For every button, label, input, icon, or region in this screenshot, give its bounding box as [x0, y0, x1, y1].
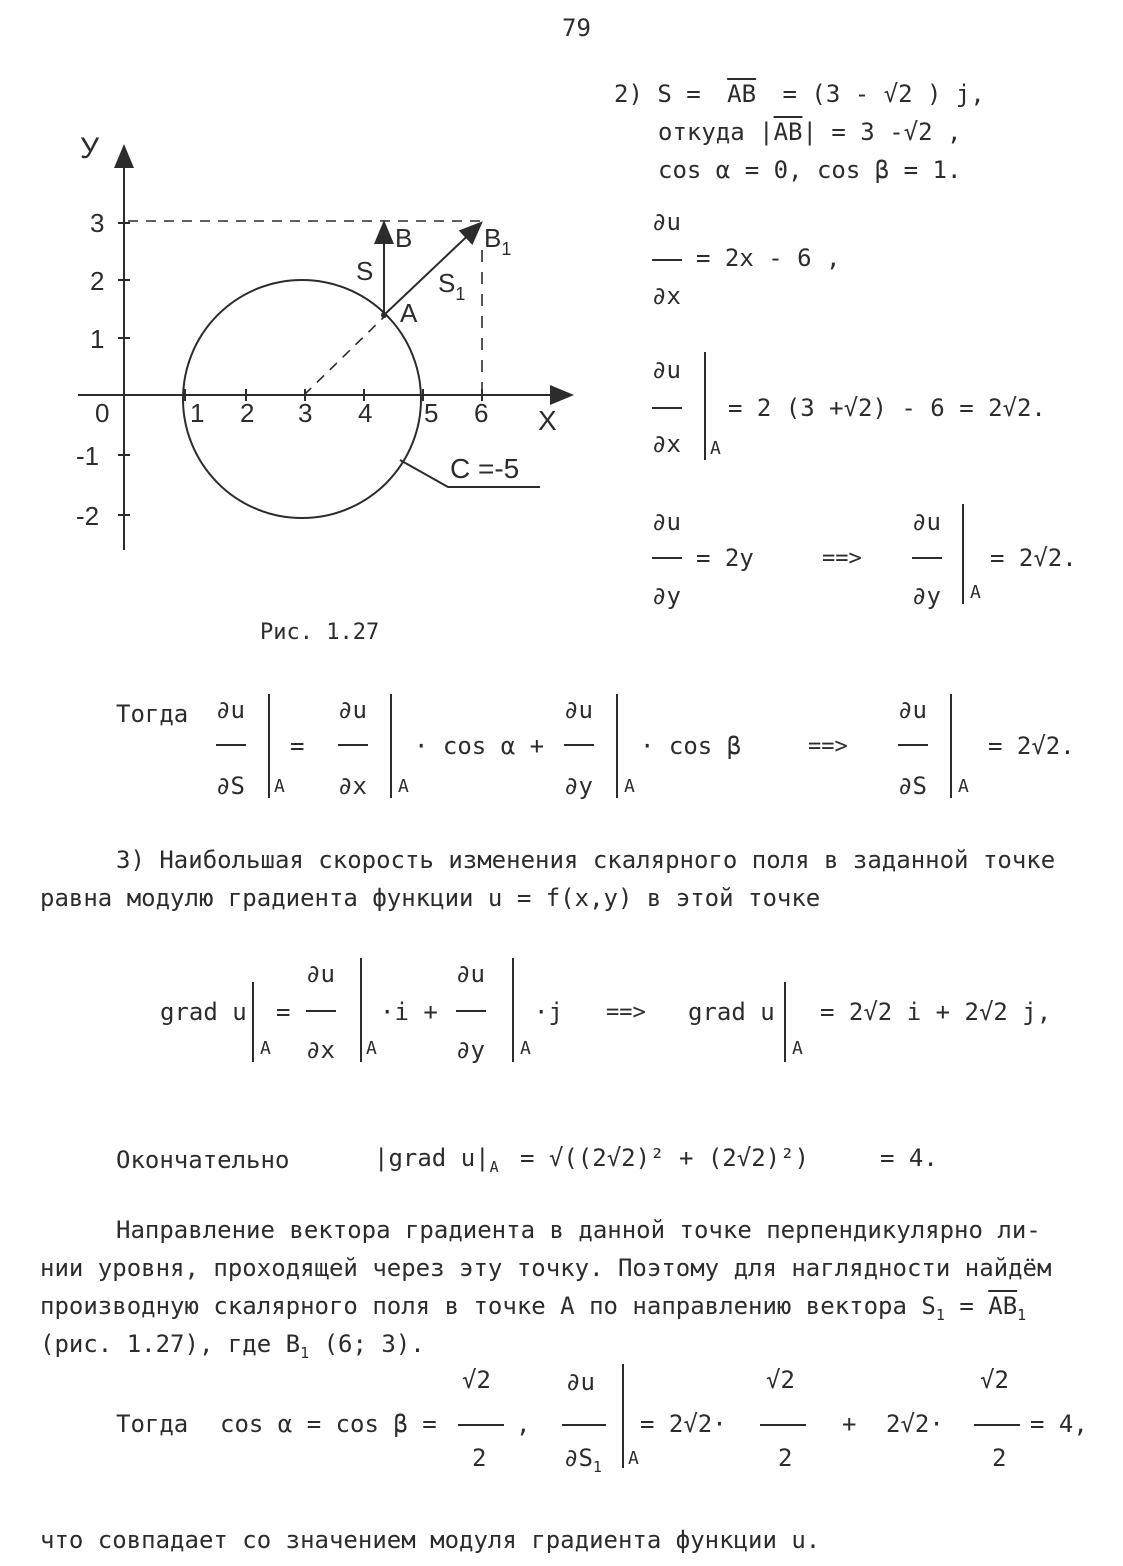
grad-implies: ==>: [606, 1000, 646, 1025]
x-tick-2: 2: [240, 398, 255, 428]
grad-dot-j: ·j: [534, 998, 563, 1026]
paragraph3-line2: равна модулю градиента функции u = f(x,y) в этой точке: [40, 884, 821, 912]
paragraph4-line4: (рис. 1.27), где $B_1$ (6; 3).: [40, 1330, 425, 1362]
closing-line: что совпадает со значением модуля градиента функции u.: [40, 1526, 821, 1554]
togda-cosb: · cos β: [640, 732, 742, 760]
item2-line3: cos α = 0, cos β = 1.: [658, 156, 962, 184]
last-eq-ds1: $\partial S_1$: [564, 1444, 602, 1476]
last-eq-sqrt2-c: √2: [980, 1366, 1009, 1394]
grad-label2: grad u: [688, 998, 775, 1026]
vector-s-label: S: [356, 256, 374, 286]
level-curve-label: C =-5: [450, 453, 520, 484]
page-number: 79: [562, 14, 591, 42]
x-tick-4: 4: [358, 398, 373, 428]
y-tick-neg1: -1: [76, 441, 100, 471]
origin-label: 0: [95, 398, 110, 428]
eq1-num: ∂u: [652, 208, 681, 236]
y-tick-1: 1: [90, 324, 105, 354]
grad-result: = 2√2 i + 2√2 j,: [820, 998, 1052, 1026]
grad-a4: A: [792, 1038, 803, 1059]
x-tick-3: 3: [298, 398, 313, 428]
togda-a4: A: [958, 776, 969, 797]
togda-du3: ∂u: [564, 696, 593, 724]
paragraph4-line2: нии уровня, проходящей через эту точку. Поэтому для наглядности найдём: [40, 1254, 1052, 1282]
final-lhs: |grad $u|_A$: [374, 1144, 499, 1176]
last-eq-comma: ,: [516, 1410, 531, 1438]
grad-dx: ∂x: [306, 1036, 335, 1064]
eq3-result: = 2√2.: [990, 544, 1077, 572]
x-tick-6: 6: [474, 398, 489, 428]
grad-du1: ∂u: [306, 960, 335, 988]
last-eq-cos: cos α = cos β =: [220, 1410, 437, 1438]
last-eq-sqrt2-b: √2: [766, 1366, 795, 1394]
last-eq-du: ∂u: [566, 1368, 595, 1396]
point-b1-label: $B_1$: [484, 223, 512, 259]
y-axis-label: У: [80, 132, 100, 165]
eq3b-den: ∂y: [912, 582, 941, 610]
last-eq-part1: = 2√2·: [640, 1410, 727, 1438]
eq3b-num: ∂u: [912, 508, 941, 536]
togda-a3: A: [624, 776, 635, 797]
paragraph3-line1: 3) Наибольшая скорость изменения скалярного поля в заданной точке: [116, 846, 1056, 874]
last-eq-two-b: 2: [778, 1444, 793, 1472]
x-axis-label: X: [538, 405, 557, 436]
y-tick-2: 2: [90, 266, 105, 296]
last-eq-a: A: [628, 1448, 639, 1469]
eq1-den: ∂x: [652, 282, 681, 310]
eq3-implies: ==>: [822, 546, 862, 571]
togda-a1: A: [274, 776, 285, 797]
item2-line2: откуда $|\overline{AB}| = 3$ -√2 ,: [658, 118, 962, 146]
eq2-rhs: = 2 (3 +√2) - 6 = 2√2.: [728, 394, 1046, 422]
last-eq-two-a: 2: [472, 1444, 487, 1472]
togda-implies: ==>: [808, 734, 848, 759]
vector-s1-label: $S_1$: [438, 268, 466, 304]
grad-a3: A: [520, 1038, 531, 1059]
item2-line1: 2) $S = \overline{AB} = (3 - √2$ ) j,: [614, 80, 985, 108]
eq3-num: ∂u: [652, 508, 681, 536]
grad-eq: =: [276, 998, 291, 1026]
paragraph4-line3: производную скалярного поля в точке А по направлению вектора $S_1 = \overline{AB}_1$: [40, 1292, 1027, 1324]
togda-cosa: · cos α +: [414, 732, 545, 760]
togda-dx: ∂x: [338, 772, 367, 800]
y-tick-neg2: -2: [76, 501, 100, 531]
togda-dy: ∂y: [564, 772, 593, 800]
last-eq-sqrt2-a: √2: [462, 1366, 491, 1394]
togda-ds2: ∂S: [898, 772, 927, 800]
final-label: Окончательно: [116, 1146, 290, 1174]
togda-a2: A: [398, 776, 409, 797]
eq2-sub-a: A: [710, 438, 721, 459]
togda-result: = 2√2.: [988, 732, 1075, 760]
point-b-label: B: [395, 223, 413, 253]
x-tick-5: 5: [424, 398, 439, 428]
last-eq-part2: 2√2·: [886, 1410, 944, 1438]
last-eq-two-c: 2: [992, 1444, 1007, 1472]
grad-du2: ∂u: [456, 960, 485, 988]
final-rhs: = √((2√2)² + (2√2)²): [520, 1144, 809, 1172]
eq2-num: ∂u: [652, 356, 681, 384]
grad-a2: A: [366, 1038, 377, 1059]
grad-label: grad u: [160, 998, 247, 1026]
eq2-den: ∂x: [652, 430, 681, 458]
togda-ds: ∂S: [216, 772, 245, 800]
togda-eq: =: [290, 732, 305, 760]
last-eq-result: = 4,: [1030, 1410, 1088, 1438]
togda-du2: ∂u: [338, 696, 367, 724]
eq3-sub-a: A: [970, 582, 981, 603]
final-result: = 4.: [880, 1144, 938, 1172]
togda-du: ∂u: [216, 696, 245, 724]
x-tick-1: 1: [190, 398, 205, 428]
eq3-den: ∂y: [652, 582, 681, 610]
figure-1-27: [40, 110, 580, 570]
eq1-rhs: = 2x - 6 ,: [696, 244, 841, 272]
last-eq-togda: Тогда: [116, 1410, 189, 1438]
grad-a1: A: [260, 1038, 271, 1059]
grad-dot-i: ·i +: [380, 998, 438, 1026]
togda-du4: ∂u: [898, 696, 927, 724]
figure-caption: Рис. 1.27: [260, 620, 380, 645]
togda-label: Тогда: [116, 700, 189, 728]
paragraph4-line1: Направление вектора градиента в данной точке перпендикулярно ли-: [116, 1216, 1041, 1244]
point-a-label: A: [400, 298, 418, 328]
last-eq-plus: +: [842, 1410, 857, 1438]
y-tick-3: 3: [90, 208, 105, 238]
grad-dy: ∂y: [456, 1036, 485, 1064]
eq3-rhs: = 2y: [696, 544, 754, 572]
